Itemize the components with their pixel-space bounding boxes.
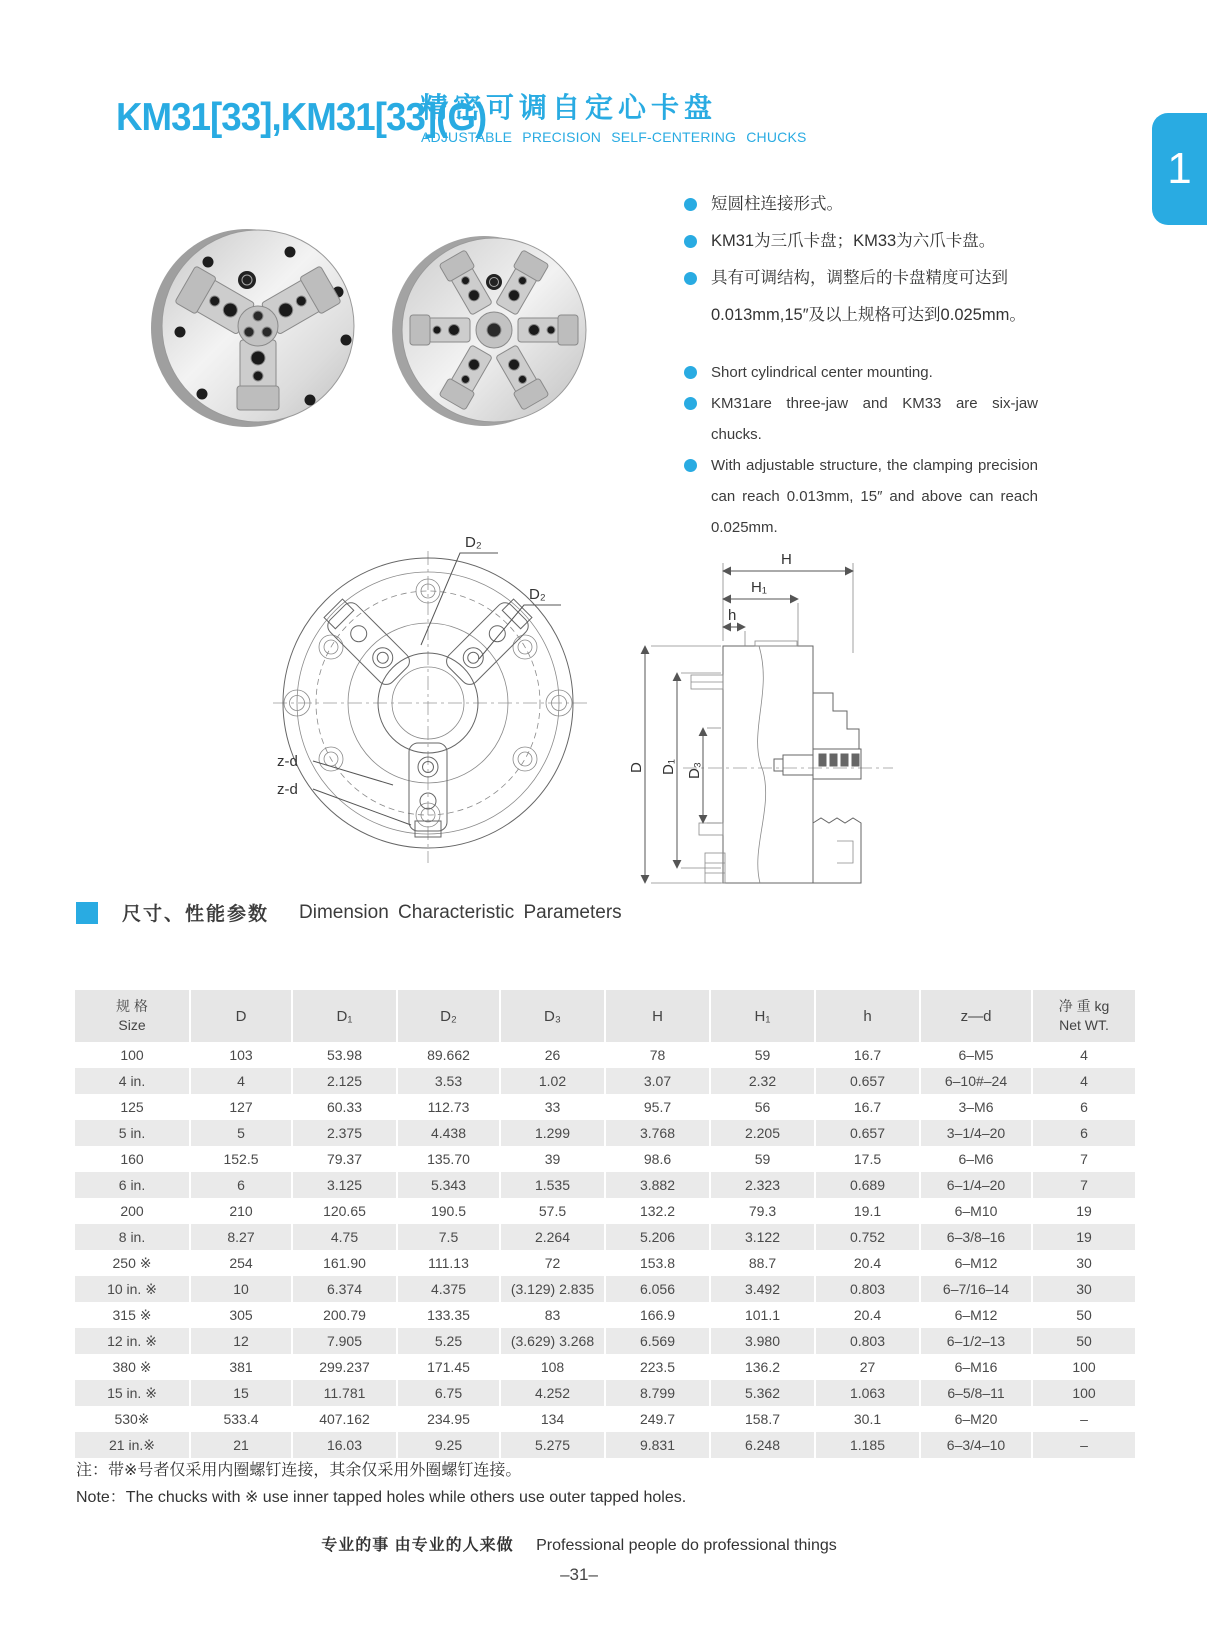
table-cell: 6–M12 xyxy=(920,1250,1032,1276)
col-header-D: D xyxy=(190,990,292,1042)
footer-slogan-en: Professional people do professional things xyxy=(536,1537,837,1554)
table-cell: 234.95 xyxy=(397,1406,500,1432)
table-cell: 26 xyxy=(500,1042,605,1068)
table-row xyxy=(75,1146,1135,1172)
table-cell: 166.9 xyxy=(605,1302,710,1328)
section-title-cn: 尺寸、性能参数 xyxy=(122,904,270,925)
table-cell: 9.831 xyxy=(605,1432,710,1458)
bullet-icon xyxy=(684,397,697,410)
dim-label-D1: D₁ xyxy=(660,759,677,775)
table-cell: 95.7 xyxy=(605,1094,710,1120)
table-cell: 6–1/4–20 xyxy=(920,1172,1032,1198)
table-cell: 1.535 xyxy=(500,1172,605,1198)
front-view xyxy=(273,534,588,863)
page-number: –31– xyxy=(560,1565,598,1584)
table-cell: 0.657 xyxy=(815,1120,920,1146)
col-header-netwt: 净 重 kg Net WT. xyxy=(1032,990,1135,1042)
table-cell: 112.73 xyxy=(397,1094,500,1120)
table-cell: 12 in. ※ xyxy=(75,1328,190,1354)
parameters-table xyxy=(75,990,1135,1458)
section-title-en: Dimension Characteristic Parameters xyxy=(299,901,622,923)
table-cell: 88.7 xyxy=(710,1250,815,1276)
table-cell: 6.374 xyxy=(292,1276,397,1302)
table-cell: 190.5 xyxy=(397,1198,500,1224)
table-cell: 5.275 xyxy=(500,1432,605,1458)
table-cell: 3.53 xyxy=(397,1068,500,1094)
table-cell: 111.13 xyxy=(397,1250,500,1276)
table-cell: 100 xyxy=(120,1047,144,1063)
feature-text: 短圆柱连接形式。 xyxy=(711,195,843,213)
table-cell: 223.5 xyxy=(605,1354,710,1380)
table-cell: 158.7 xyxy=(710,1406,815,1432)
table-cell: 6.569 xyxy=(605,1328,710,1354)
table-cell: 6–3/8–16 xyxy=(920,1224,1032,1250)
table-cell: 8 in. xyxy=(75,1224,190,1250)
table-cell: 2.205 xyxy=(710,1120,815,1146)
col-header-D1: D₁ xyxy=(292,990,397,1042)
table-cell: 3.980 xyxy=(710,1328,815,1354)
table-row xyxy=(75,1172,1135,1198)
table-cell: 108 xyxy=(500,1354,605,1380)
feature-text: KM31为三爪卡盘；KM33为六爪卡盘。 xyxy=(711,232,996,250)
table-cell: 7.905 xyxy=(292,1328,397,1354)
table-cell: 6–M6 xyxy=(920,1146,1032,1172)
table-cell: 2.375 xyxy=(292,1120,397,1146)
table-cell: 136.2 xyxy=(710,1354,815,1380)
table-row xyxy=(75,1068,1135,1094)
table-cell: 10 in. ※ xyxy=(75,1276,190,1302)
table-cell: 8.27 xyxy=(190,1224,292,1250)
table-cell: 0.689 xyxy=(815,1172,920,1198)
table-cell: 135.70 xyxy=(397,1146,500,1172)
table-cell: 127 xyxy=(190,1094,292,1120)
table-row xyxy=(75,1406,1135,1432)
table-cell: 4.252 xyxy=(500,1380,605,1406)
table-cell: 101.1 xyxy=(710,1302,815,1328)
feature-item xyxy=(684,223,1038,260)
table-cell: 4 xyxy=(190,1068,292,1094)
table-cell: 120.65 xyxy=(292,1198,397,1224)
table-cell: 1.299 xyxy=(500,1120,605,1146)
table-row xyxy=(75,1432,1135,1458)
table-row xyxy=(75,1328,1135,1354)
col-header-zd: z—d xyxy=(920,990,1032,1042)
note-en: Note：The chucks with ※ use inner tapped holes while others use outer tapped holes. xyxy=(76,1489,687,1506)
table-cell: 6.248 xyxy=(710,1432,815,1458)
table-cell: 132.2 xyxy=(605,1198,710,1224)
dim-label-d2b: D₂ xyxy=(529,586,546,603)
table-cell: 27 xyxy=(815,1354,920,1380)
table-cell: 53.98 xyxy=(292,1042,397,1068)
table-row xyxy=(75,1120,1135,1146)
table-cell: 305 xyxy=(190,1302,292,1328)
table-cell: 21 xyxy=(190,1432,292,1458)
table-cell: 6–M12 xyxy=(920,1302,1032,1328)
table-cell: 2.125 xyxy=(292,1068,397,1094)
table-cell: 7 xyxy=(1032,1172,1135,1198)
table-cell: 125 xyxy=(120,1099,144,1115)
table-cell: 0.803 xyxy=(815,1276,920,1302)
table-header-row xyxy=(75,990,1135,1042)
table-cell: 6–3/4–10 xyxy=(920,1432,1032,1458)
feature-item xyxy=(684,186,1038,223)
table-cell: 9.25 xyxy=(397,1432,500,1458)
feature-item xyxy=(684,260,1038,334)
table-cell: 210 xyxy=(190,1198,292,1224)
page-title-en: ADJUSTABLE PRECISION SELF-CENTERING CHUCKS xyxy=(421,129,807,145)
table-cell: 6–10#–24 xyxy=(920,1068,1032,1094)
table-cell: 5.206 xyxy=(605,1224,710,1250)
table-cell: 5.362 xyxy=(710,1380,815,1406)
table-cell: (3.129) 2.835 xyxy=(500,1276,605,1302)
table-cell: 15 in. ※ xyxy=(75,1380,190,1406)
table-cell: 78 xyxy=(605,1042,710,1068)
table-cell: 20.4 xyxy=(815,1250,920,1276)
table-cell: 6–5/8–11 xyxy=(920,1380,1032,1406)
dim-label-zdb: z-d xyxy=(277,781,298,798)
table-cell: 153.8 xyxy=(605,1250,710,1276)
table-cell: 6 xyxy=(1032,1120,1135,1146)
col-header-size: 规 格 Size xyxy=(75,990,190,1042)
section-marker-icon xyxy=(76,902,98,924)
table-cell: 3–M6 xyxy=(920,1094,1032,1120)
table-cell: 39 xyxy=(500,1146,605,1172)
table-cell: 16.03 xyxy=(292,1432,397,1458)
side-view xyxy=(628,551,893,883)
table-cell: 2.264 xyxy=(500,1224,605,1250)
table-cell: 160 xyxy=(120,1151,144,1167)
model-title: KM31[33],KM31[33](G) xyxy=(116,96,487,139)
table-cell: 19 xyxy=(1032,1198,1135,1224)
table-cell: 79.37 xyxy=(292,1146,397,1172)
dim-label-D3: D₃ xyxy=(686,762,703,779)
table-cell: 103 xyxy=(190,1042,292,1068)
table-cell: 3–1/4–20 xyxy=(920,1120,1032,1146)
table-body xyxy=(75,1042,1135,1458)
dimension-drawing xyxy=(253,523,1068,895)
table-cell: 6–M16 xyxy=(920,1354,1032,1380)
chapter-tab xyxy=(1152,113,1207,225)
table-row xyxy=(75,1302,1135,1328)
table-cell: 161.90 xyxy=(292,1250,397,1276)
table-cell: 7.5 xyxy=(397,1224,500,1250)
table-cell: 1.185 xyxy=(815,1432,920,1458)
features-list-en xyxy=(684,357,1038,543)
table-cell: 249.7 xyxy=(605,1406,710,1432)
table-cell: 4 in. xyxy=(75,1068,190,1094)
table-cell: 100 xyxy=(1032,1354,1135,1380)
features-list-cn xyxy=(684,186,1038,334)
dim-label-H1: H₁ xyxy=(751,579,767,596)
table-cell: 134 xyxy=(500,1406,605,1432)
table-cell: 4.75 xyxy=(292,1224,397,1250)
col-header-D3: D₃ xyxy=(500,990,605,1042)
table-cell: 4.375 xyxy=(397,1276,500,1302)
table-cell: 299.237 xyxy=(292,1354,397,1380)
table-cell: 6 xyxy=(190,1172,292,1198)
table-cell: 533.4 xyxy=(190,1406,292,1432)
table-cell: 5.25 xyxy=(397,1328,500,1354)
table-cell: – xyxy=(1032,1432,1135,1458)
section-heading xyxy=(76,899,622,926)
table-cell: 6–7/16–14 xyxy=(920,1276,1032,1302)
table-cell: 59 xyxy=(710,1042,815,1068)
table-cell: 30 xyxy=(1032,1276,1135,1302)
table-cell: 6 xyxy=(1032,1094,1135,1120)
table-cell: 12 xyxy=(190,1328,292,1354)
table-cell: 6.056 xyxy=(605,1276,710,1302)
table-cell: 4 xyxy=(1032,1068,1135,1094)
dim-label-zd: z-d xyxy=(277,753,298,770)
table-cell: 133.35 xyxy=(397,1302,500,1328)
table-cell: 6–M10 xyxy=(920,1198,1032,1224)
feature-text: Short cylindrical center mounting. xyxy=(711,364,933,381)
table-cell: 30 xyxy=(1032,1250,1135,1276)
table-cell: 11.781 xyxy=(292,1380,397,1406)
col-header-H: H xyxy=(605,990,710,1042)
table-cell: (3.629) 3.268 xyxy=(500,1328,605,1354)
table-cell: 250 ※ xyxy=(112,1254,152,1271)
feature-text: 具有可调结构，调整后的卡盘精度可达到0.013mm,15″及以上规格可达到0.025mm。 xyxy=(711,269,1026,324)
table-cell: 3.125 xyxy=(292,1172,397,1198)
bullet-icon xyxy=(684,272,697,285)
table-cell: 19 xyxy=(1032,1224,1135,1250)
col-header-H1: H₁ xyxy=(710,990,815,1042)
table-cell: 1.02 xyxy=(500,1068,605,1094)
table-cell: 100 xyxy=(1032,1380,1135,1406)
table-row xyxy=(75,1354,1135,1380)
table-cell: 407.162 xyxy=(292,1406,397,1432)
feature-text: KM31are three-jaw and KM33 are six-jaw chucks. xyxy=(711,395,1038,443)
col-header-h: h xyxy=(815,990,920,1042)
table-cell: 72 xyxy=(500,1250,605,1276)
table-cell: 56 xyxy=(710,1094,815,1120)
table-cell: 6–M20 xyxy=(920,1406,1032,1432)
dim-label-d2: D₂ xyxy=(465,534,482,551)
table-cell: 7 xyxy=(1032,1146,1135,1172)
table-cell: 3.07 xyxy=(605,1068,710,1094)
table-cell: 171.45 xyxy=(397,1354,500,1380)
table-cell: 17.5 xyxy=(815,1146,920,1172)
table-cell: 98.6 xyxy=(605,1146,710,1172)
table-cell: 16.7 xyxy=(815,1094,920,1120)
table-cell: 0.803 xyxy=(815,1328,920,1354)
table-cell: 5 xyxy=(190,1120,292,1146)
table-cell: 60.33 xyxy=(292,1094,397,1120)
table-cell: 79.3 xyxy=(710,1198,815,1224)
table-cell: 6.75 xyxy=(397,1380,500,1406)
table-cell: 4 xyxy=(1032,1042,1135,1068)
product-photo-6jaw-chuck xyxy=(390,230,594,432)
table-cell: 6–M5 xyxy=(920,1042,1032,1068)
footer-slogan-cn: 专业的事 由专业的人来做 xyxy=(321,1537,514,1554)
table-cell: 3.768 xyxy=(605,1120,710,1146)
table-cell: 19.1 xyxy=(815,1198,920,1224)
col-header-D2: D₂ xyxy=(397,990,500,1042)
chapter-number: 1 xyxy=(1167,144,1192,193)
table-cell: 200.79 xyxy=(292,1302,397,1328)
table-row xyxy=(75,1276,1135,1302)
table-cell: 50 xyxy=(1032,1328,1135,1354)
table-cell: 530※ xyxy=(114,1410,150,1427)
table-cell: 33 xyxy=(500,1094,605,1120)
feature-item xyxy=(684,357,1038,388)
table-cell: 5 in. xyxy=(75,1120,190,1146)
table-cell: 5.343 xyxy=(397,1172,500,1198)
table-cell: 6 in. xyxy=(75,1172,190,1198)
table-cell: 152.5 xyxy=(190,1146,292,1172)
table-cell: 254 xyxy=(190,1250,292,1276)
table-cell: 3.882 xyxy=(605,1172,710,1198)
bullet-icon xyxy=(684,198,697,211)
table-cell: 21 in.※ xyxy=(75,1432,190,1458)
table-cell: 1.063 xyxy=(815,1380,920,1406)
table-cell: 3.122 xyxy=(710,1224,815,1250)
table-row xyxy=(75,1094,1135,1120)
table-cell: 10 xyxy=(190,1276,292,1302)
table-cell: 3.492 xyxy=(710,1276,815,1302)
table-row xyxy=(75,1224,1135,1250)
table-cell: 2.323 xyxy=(710,1172,815,1198)
table-cell: 89.662 xyxy=(397,1042,500,1068)
bullet-icon xyxy=(684,459,697,472)
bullet-icon xyxy=(684,366,697,379)
feature-item xyxy=(684,388,1038,450)
table-cell: 50 xyxy=(1032,1302,1135,1328)
table-cell: 381 xyxy=(190,1354,292,1380)
table-cell: 15 xyxy=(190,1380,292,1406)
footer-slogan xyxy=(0,1532,1158,1555)
table-cell: 16.7 xyxy=(815,1042,920,1068)
table-cell: 8.799 xyxy=(605,1380,710,1406)
feature-text: With adjustable structure, the clamping precision can reach 0.013mm, 15″ and above can reach 0.025mm. xyxy=(711,457,1038,536)
table-cell: 83 xyxy=(500,1302,605,1328)
table-row xyxy=(75,1380,1135,1406)
dim-label-H: H xyxy=(781,551,792,568)
table-cell: 20.4 xyxy=(815,1302,920,1328)
bullet-icon xyxy=(684,235,697,248)
page-title-cn: 精密可调自定心卡盘 xyxy=(420,92,718,123)
table-cell: 315 ※ xyxy=(112,1306,152,1323)
table-notes xyxy=(76,1457,686,1511)
table-cell: 30.1 xyxy=(815,1406,920,1432)
table-cell: 2.32 xyxy=(710,1068,815,1094)
product-photo-3jaw-chuck xyxy=(150,222,364,432)
table-cell: 57.5 xyxy=(500,1198,605,1224)
table-cell: – xyxy=(1032,1406,1135,1432)
table-cell: 59 xyxy=(710,1146,815,1172)
dim-label-h: h xyxy=(728,607,737,624)
table-row xyxy=(75,1198,1135,1224)
table-cell: 200 xyxy=(120,1203,144,1219)
table-cell: 0.657 xyxy=(815,1068,920,1094)
table-cell: 0.752 xyxy=(815,1224,920,1250)
dim-label-D: D xyxy=(628,762,645,773)
table-cell: 380 ※ xyxy=(112,1358,152,1375)
note-cn: 注：带※号者仅采用内圈螺钉连接，其余仅采用外圈螺钉连接。 xyxy=(76,1462,522,1479)
table-row xyxy=(75,1250,1135,1276)
table-cell: 6–1/2–13 xyxy=(920,1328,1032,1354)
table-cell: 4.438 xyxy=(397,1120,500,1146)
table-row xyxy=(75,1042,1135,1068)
